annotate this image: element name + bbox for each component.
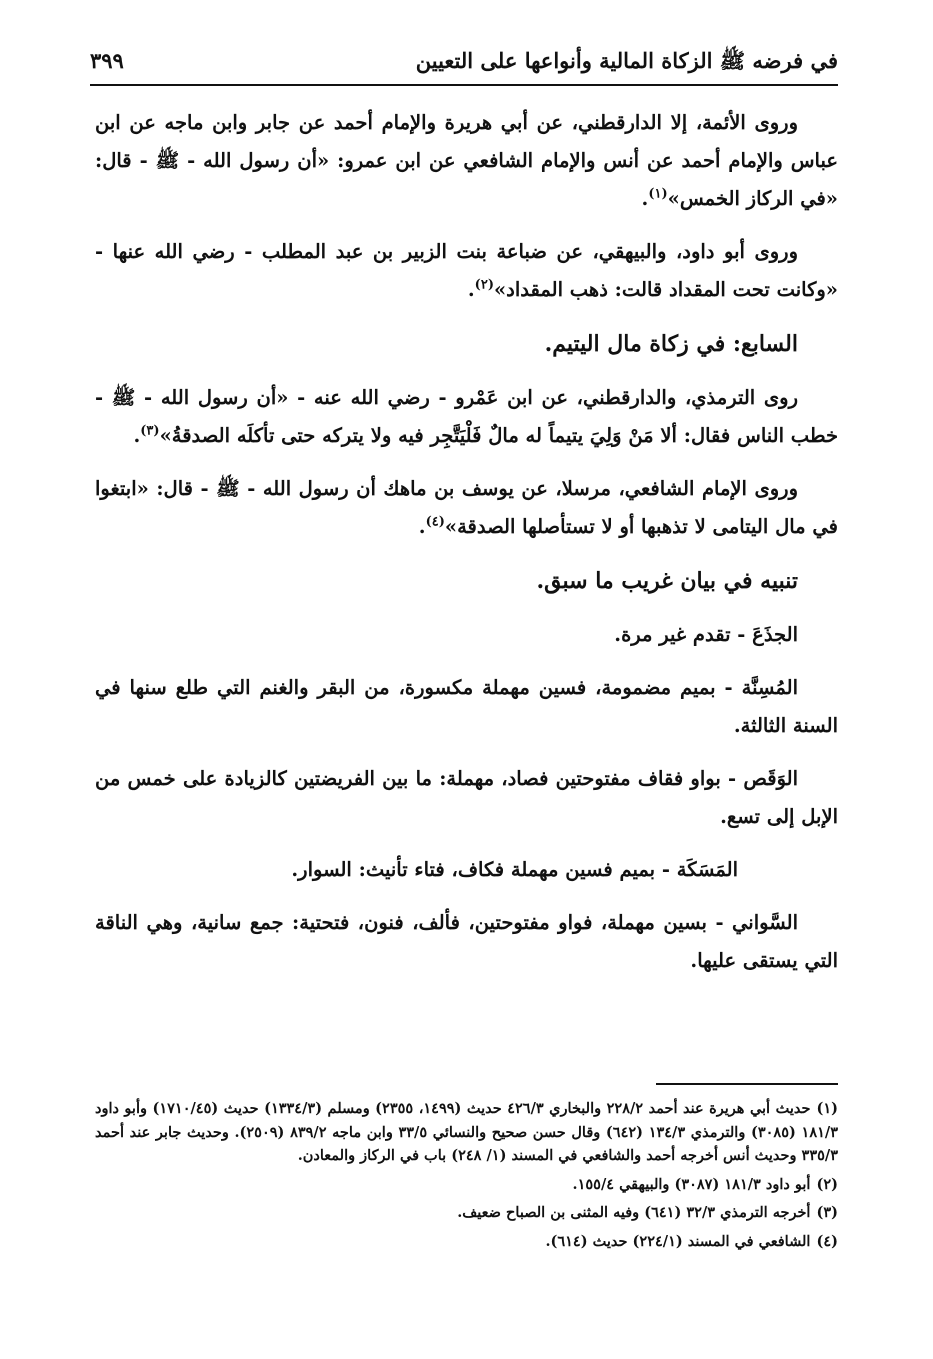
paragraph-dubaah: وروى أبو داود، والبيهقي، عن ضباعة بنت الزبير بن عبد المطلب - رضي الله عنها - «وكانت تحت المقداد قالت: ذهب المقداد»$^{(٢)}$. xyxy=(95,240,838,301)
footnote-number: (٣) xyxy=(816,1204,838,1221)
footnote-item xyxy=(95,1201,838,1225)
footnote-ref: (٤) xyxy=(425,514,445,530)
footnote-item xyxy=(95,1097,838,1168)
page-number: ٣٩٩ xyxy=(90,48,124,73)
footnote-number: (٤) xyxy=(816,1232,838,1250)
footnote-text: أبو داود ١٨١/٣ (٣٠٨٧) والبيهقي ١٥٥/٤. xyxy=(572,1175,811,1193)
footnote-ref: (٣) xyxy=(140,423,160,439)
footnotes xyxy=(95,1097,838,1258)
footnote-text: الشافعي في المسند (٢٢٤/١) حديث (٦١٤). xyxy=(545,1232,811,1250)
paragraph-shafii: وروى الإمام الشافعي، مرسلا، عن يوسف بن ماهك أن رسول الله - ﷺ - قال: «ابتغوا في مال اليتامى لا تذهبها أو لا تستأصلها الصدقة»$^{(٤)}$. xyxy=(95,477,838,538)
footnote-number: (١) xyxy=(816,1100,838,1117)
footnote-ref: (٢) xyxy=(474,277,494,293)
footnote-text: أخرجه الترمذي ٣٢/٣ (٦٤١) وفيه المثنى بن الصباح ضعيف. xyxy=(457,1204,811,1221)
paragraph-rikaz: وروى الأئمة، إلا الدارقطني، عن أبي هريرة والإمام أحمد عن جابر وابن ماجه عن ابن عباس والإمام أحمد عن أنس والإمام الشافعي عن ابن عمرو: «أن رسول الله - ﷺ - قال: «في الركاز الخمس»$^{(١)}$. xyxy=(95,111,838,210)
footnote-divider xyxy=(656,1083,838,1085)
definition-item: المُسِنَّة - بميم مضمومة، فسين مهملة مكسورة، من البقر والغنم التي طلع سنها في السنة الثالثة. xyxy=(95,676,838,737)
paragraph-tirmidhi: روى الترمذي، والدارقطني، عن ابن عَمْرو - رضي الله عنه - «أن رسول الله - ﷺ - خطب الناس فقال: ألا مَنْ وَلِيَ يتيماً له مالٌ فَلْيَتَّجِر فيه ولا يتركه حتى تأكلَه الصدقةُ»$^{(٣)}$. xyxy=(95,386,838,447)
section-heading-orphan-zakat: السابع: في زكاة مال اليتيم. xyxy=(544,331,798,357)
footnote-number: (٢) xyxy=(816,1175,838,1193)
footnote-ref: (١) xyxy=(648,186,668,202)
footnote-text: حديث أبي هريرة عند أحمد ٢٢٨/٢ والبخاري ٤٢٦/٣ حديث (١٤٩٩، ٢٣٥٥) ومسلم (١٣٣٤/٣) حديث (١٧١٠/٤٥) وأبو داود ١٨١/٣ (٣٠٨٥) والترمذي ١٣٤/٣ (٦٤٢) وقال حسن صحيح والنسائي ٣٣/٥ وابن ماجه ٨٣٩/٢ (٢٥٠٩). وحديث جابر عند أحمد ٣٣٥/٣ وحديث أنس أخرجه أحمد والشافعي في المسند (١/ ٢٤٨) باب في الركاز والمعادن. xyxy=(95,1100,838,1164)
running-title: في فرضه ﷺ الزكاة المالية وأنواعها على التعيين xyxy=(415,48,838,73)
main-text xyxy=(95,104,838,995)
definition-item: الوَقَص - بواو فقاف مفتوحتين فصاد، مهملة: ما بين الفريضتين كالزيادة على خمس من الإبل إلى تسع. xyxy=(95,767,838,828)
definition-item: السَّواني - بسين مهملة، فواو مفتوحتين، فألف، فنون، فتحتية: جمع سانية، وهي الناقة التي يستقى عليها. xyxy=(95,911,838,972)
footnote-item xyxy=(95,1173,838,1197)
footnote-item xyxy=(95,1230,838,1254)
section-heading-notice: تنبيه في بيان غريب ما سبق. xyxy=(536,568,798,594)
page-header xyxy=(90,44,838,86)
definition-item: الجذَعَ - تقدم غير مرة. xyxy=(614,623,798,646)
definition-item: المَسَكَة - بميم فسين مهملة فكاف، فتاء تأنيث: السوار. xyxy=(291,858,738,881)
